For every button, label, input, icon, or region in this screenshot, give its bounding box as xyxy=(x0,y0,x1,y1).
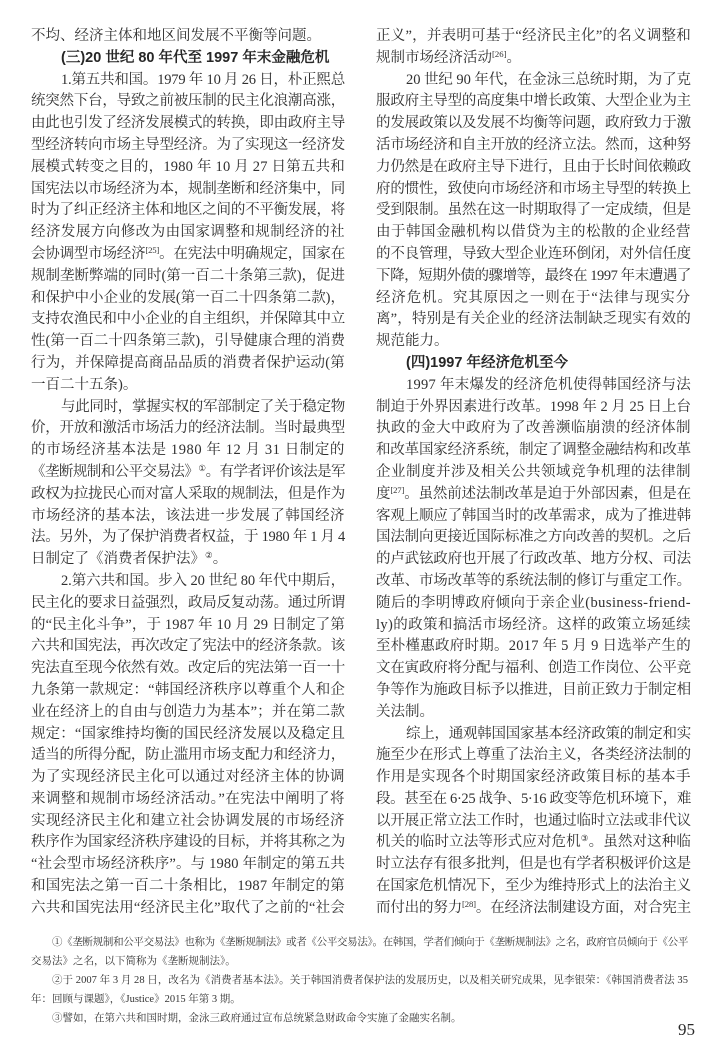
text-line xyxy=(376,832,691,854)
text-line xyxy=(31,26,345,48)
line-content xyxy=(376,811,691,833)
line-text: 一百二十五条)。 xyxy=(31,376,138,393)
text-line xyxy=(376,200,691,222)
line-text: 和保护中小企业的发展(第一百二十四条第二款)， xyxy=(31,289,345,306)
line-content xyxy=(376,549,691,571)
line-content xyxy=(31,702,345,724)
line-text: 度 xyxy=(376,485,391,502)
line-content xyxy=(376,309,691,331)
line-content xyxy=(376,200,691,222)
text-line xyxy=(31,353,345,375)
line-text: 为了实现经济民主化可以通过对经济主体的协调 xyxy=(31,769,345,786)
line-text: 而付出的努力 xyxy=(376,899,463,916)
line-content xyxy=(31,26,321,48)
text-line xyxy=(31,1009,688,1028)
text-line xyxy=(31,179,345,201)
line-content xyxy=(376,898,691,921)
text-line xyxy=(31,288,345,310)
line-text: 。虽然前述法制改革是迫于外部因素，但是在 xyxy=(404,485,691,502)
text-line xyxy=(376,615,691,637)
line-text: 机关的临时立法等形式应对危机 xyxy=(376,834,581,851)
line-content xyxy=(31,636,345,658)
text-line xyxy=(376,113,691,135)
line-text: 离”，特别是有关企业的经济法制缺乏现实有效的 xyxy=(376,311,691,328)
text-line xyxy=(376,767,691,789)
text-line xyxy=(376,527,691,549)
line-content xyxy=(31,462,345,485)
line-text: 。在经济法制建设方面，对合宪主 xyxy=(475,899,691,916)
line-content xyxy=(376,593,691,615)
line-content xyxy=(376,571,691,593)
line-content xyxy=(376,157,691,179)
line-content xyxy=(376,832,691,855)
line-content xyxy=(376,702,434,724)
line-content xyxy=(31,615,345,637)
right-column xyxy=(376,26,691,920)
line-content xyxy=(376,418,691,440)
line-content xyxy=(31,266,345,288)
text-line xyxy=(376,48,691,70)
line-content xyxy=(406,375,691,397)
line-text: 至朴槿惠政府时期。2017 年 5 月 9 日选举产生的 xyxy=(376,638,691,655)
line-text: 执政的金大中政府为了改善濒临崩溃的经济体制 xyxy=(376,420,691,437)
line-text: 不均、经济主体和地区间发展不平衡等问题。 xyxy=(31,28,321,44)
line-text: 由此也引发了经济发展模式的转换，即由政府主导 xyxy=(31,115,345,132)
text-line xyxy=(31,418,345,440)
line-text: 下降，短期外债的骤增等，最终在 1997 年末遭遇了 xyxy=(376,267,691,284)
line-text: 与此同时，掌握实权的军部制定了关于稳定物 xyxy=(61,398,345,415)
line-content xyxy=(376,48,521,71)
line-text: 统突然下台，导致之前被压制的民主化浪潮高涨， xyxy=(31,93,345,110)
text-line xyxy=(31,832,345,854)
line-content xyxy=(376,506,691,528)
line-text: 。在宪法中明确规定，国家在 xyxy=(159,245,346,262)
line-content xyxy=(376,135,691,157)
text-line xyxy=(376,484,691,506)
line-content xyxy=(31,484,345,506)
text-line xyxy=(31,397,345,419)
line-content xyxy=(31,222,345,244)
line-content xyxy=(376,244,691,266)
line-content xyxy=(406,724,691,746)
text-line xyxy=(376,462,691,484)
line-content xyxy=(376,91,691,113)
line-content xyxy=(376,397,691,419)
line-content xyxy=(376,615,691,637)
text-line xyxy=(376,702,691,724)
line-text: 宪法直至现今依然有效。改定后的宪法第一百一十 xyxy=(31,660,345,677)
line-text: 和国宪法之第一百二十条相比，1987 年制定的第 xyxy=(31,878,345,895)
line-text: 经济危机。究其原因之一则在于“法律与现实分 xyxy=(376,289,691,306)
text-line xyxy=(376,876,691,898)
text-line xyxy=(376,854,691,876)
line-content xyxy=(31,157,345,179)
line-text: 在国家危机情况下，至少为维持形式上的法治主义 xyxy=(376,878,691,895)
line-text: 段。甚至在 6·25 战争、5·16 政变等危机环境下，难 xyxy=(376,790,691,807)
footnote-ref: ③ xyxy=(580,833,589,844)
line-text: 时为了纠正经济主体和地区之间的不平衡发展，将 xyxy=(31,202,345,219)
line-text: 府的惯性，致使向市场经济和市场主导型的转换上 xyxy=(376,180,691,197)
text-line xyxy=(31,789,345,811)
line-content xyxy=(376,288,691,310)
line-text: 国法制向更接近国际标准之方向改善的契机。之后 xyxy=(376,529,691,546)
text-line xyxy=(31,876,345,898)
line-text: 市场经济的基本法，该法进一步发展了韩国经济 xyxy=(31,507,345,524)
page-number: 95 xyxy=(678,1020,695,1039)
text-line xyxy=(376,549,691,571)
paragraph xyxy=(376,70,691,353)
line-content xyxy=(31,680,345,702)
line-text: 行为，并保障提高商品品质的消费者保护运动(第 xyxy=(31,354,345,371)
line-text: 随后的李明博政府倾向于亲企业(business-friend- xyxy=(376,594,691,611)
line-content xyxy=(376,767,691,789)
text-line xyxy=(31,309,345,331)
line-text: 民主化的要求日益强烈，政局反复动荡。通过所谓 xyxy=(31,594,345,611)
line-content xyxy=(31,244,345,267)
line-text: 支持农渔民和中小企业的自主组织，并保障其中立 xyxy=(31,311,345,328)
text-line xyxy=(31,811,345,833)
line-content xyxy=(31,658,345,680)
line-text: 时立法存有很多批判，但是也有学者积极评价这是 xyxy=(376,856,691,873)
line-content xyxy=(31,832,345,854)
line-text: 的市场经济基本法是 1980 年 12 月 31 日制定的 xyxy=(31,442,345,459)
line-content xyxy=(376,636,691,658)
text-line xyxy=(376,135,691,157)
line-content xyxy=(31,898,345,920)
line-content xyxy=(376,462,691,484)
footnote xyxy=(31,933,688,971)
citation-ref: [26] xyxy=(492,48,507,59)
text-line xyxy=(31,745,345,767)
text-line xyxy=(31,440,345,462)
line-content xyxy=(376,658,691,680)
text-line xyxy=(376,375,691,397)
citation-ref: [27] xyxy=(390,484,405,495)
line-text: 施至少在形式上尊重了法治主义，各类经济法制的 xyxy=(376,747,691,764)
line-text: 1.第五共和国。1979 年 10 月 26 日，朴正熙总 xyxy=(61,71,345,88)
line-text: 型经济转向市场主导型经济。为了实现这一经济发 xyxy=(31,136,345,153)
text-line xyxy=(31,222,345,244)
line-text: 的“民主化斗争”，于 1987 年 10 月 29 日制定了第 xyxy=(31,616,345,633)
line-text: 受到限制。虽然在这一时期取得了一定成绩，但是 xyxy=(376,202,691,219)
line-text: 规制垄断弊端的同时(第一百二十条第三款)，促进 xyxy=(31,267,345,284)
line-text: 规制市场经济活动 xyxy=(376,49,492,66)
text-line xyxy=(31,549,345,571)
text-line xyxy=(376,222,691,244)
line-content xyxy=(61,70,345,92)
footnote xyxy=(31,971,688,1009)
text-line xyxy=(31,767,345,789)
paragraph xyxy=(376,724,691,920)
text-line xyxy=(31,375,345,397)
text-line xyxy=(31,658,345,680)
line-text: 客观上顺应了韩国当时的改革需求，成为了推进韩 xyxy=(376,507,691,524)
line-text: 。 xyxy=(506,49,521,66)
line-content xyxy=(31,91,345,113)
text-line xyxy=(31,331,345,353)
line-content xyxy=(61,571,345,593)
text-line xyxy=(31,952,688,971)
text-line xyxy=(376,244,691,266)
citation-ref: [28] xyxy=(462,898,476,909)
section-heading: (三)20 世纪 80 年代至 1997 年末金融危机 xyxy=(61,49,330,66)
line-content xyxy=(376,266,691,288)
text-line xyxy=(376,397,691,419)
line-text: 实现经济民主化和建立社会协调发展的市场经济 xyxy=(31,812,345,829)
footnote-ref: ② xyxy=(205,549,213,560)
line-text: 规范能力。 xyxy=(376,333,449,350)
line-content xyxy=(31,854,345,876)
line-text: 。 xyxy=(212,551,228,568)
line-content xyxy=(31,331,345,353)
line-text: 法。另外，为了保护消费者权益，于 1980 年 1 月 4 xyxy=(31,529,345,546)
line-content xyxy=(31,418,345,440)
line-content xyxy=(376,680,691,702)
line-text: ①《垄断规制和公平交易法》也称为《垄断规制法》或者《公平交易法》。在韩国，学者们倾向于《垄断规制法》之名，政府官员倾向于《公平 xyxy=(52,937,688,948)
line-content xyxy=(52,1009,462,1028)
line-text: 改革、市场改革等的系统法制的修订与重定工作。 xyxy=(376,572,691,589)
paragraph xyxy=(31,571,345,920)
text-line xyxy=(376,179,691,201)
text-line xyxy=(31,636,345,658)
line-text: 文在寅政府将分配与福利、创造工作岗位、公平竞 xyxy=(376,660,691,677)
line-content xyxy=(31,789,345,811)
line-text: 价，开放和激活市场活力的经济法制。当时最典型 xyxy=(31,420,345,437)
left-column xyxy=(31,26,345,920)
line-content xyxy=(31,200,345,222)
line-text: 关法制。 xyxy=(376,703,434,720)
footnotes-section xyxy=(31,933,688,1028)
text-line xyxy=(31,484,345,506)
line-text: 会协调型市场经济 xyxy=(31,245,146,262)
text-line xyxy=(31,70,345,92)
line-content xyxy=(376,331,449,353)
line-content xyxy=(31,113,345,135)
line-text: 政权为拉拢民心而对富人采取的规制法，但是作为 xyxy=(31,485,345,502)
line-text: 交易法》之名，以下简称为《垄断规制法》。 xyxy=(31,956,236,967)
text-line xyxy=(31,615,345,637)
text-line xyxy=(376,593,691,615)
line-text: “社会型市场经济秩序”。与 1980 年制定的第五共 xyxy=(31,856,345,873)
text-line xyxy=(376,91,691,113)
text-line xyxy=(31,200,345,222)
line-content xyxy=(52,933,688,952)
line-text: 适当的所得分配，防止滥用市场支配力和经济力， xyxy=(31,747,345,764)
line-content xyxy=(31,440,345,462)
line-text: 年：回顾与课题》，《Justice》2015 年第 3 期。 xyxy=(31,994,241,1005)
text-line xyxy=(376,266,691,288)
line-text: ly)的政策和搞活市场经济。这样的政策立场延续 xyxy=(376,616,691,633)
line-text: 来调整和规制市场经济活动。”在宪法中阐明了将 xyxy=(31,790,345,807)
line-text: 20 世纪 90 年代，在金泳三总统时期，为了克 xyxy=(406,71,691,88)
line-text: 业在经济上的自由与创造力为基本”；并在第二款 xyxy=(31,703,345,720)
line-text: 六共和国宪法，再次改定了宪法中的经济条款。该 xyxy=(31,638,345,655)
paragraph xyxy=(31,26,345,48)
text-line xyxy=(376,745,691,767)
line-text: 综上，通观韩国国家基本经济政策的制定和实 xyxy=(406,725,691,742)
line-content xyxy=(31,288,345,310)
line-content xyxy=(376,113,691,135)
line-content xyxy=(376,854,691,876)
line-text: 秩序作为国家经济秩序建设的目标，并将其称之为 xyxy=(31,834,345,851)
line-content xyxy=(376,222,691,244)
citation-ref: [25] xyxy=(145,244,160,255)
text-line xyxy=(31,593,345,615)
line-content xyxy=(31,876,345,898)
line-text: 日制定了《消费者保护法》 xyxy=(31,551,205,568)
text-line xyxy=(31,135,345,157)
line-content xyxy=(376,745,691,767)
text-line xyxy=(31,506,345,528)
line-text: 2.第六共和国。步入 20 世纪 80 年代中期后， xyxy=(61,572,345,589)
line-content xyxy=(376,876,691,898)
text-line xyxy=(31,898,345,920)
line-content xyxy=(31,593,345,615)
line-content xyxy=(31,309,345,331)
line-content xyxy=(31,135,345,157)
line-text: 。有学者评价该法是军 xyxy=(205,463,345,480)
line-text: 九条第一款规定：“韩国经济秩序以尊重个人和企 xyxy=(31,681,345,698)
line-text: 由于韩国金融机构以借贷为主的松散的企业经营 xyxy=(376,224,691,241)
line-content xyxy=(31,179,345,201)
line-content xyxy=(376,484,691,507)
text-line xyxy=(376,157,691,179)
text-line xyxy=(31,933,688,952)
line-content xyxy=(31,527,345,549)
line-text: 制迫于外界因素进行改革。1998 年 2 月 25 日上台 xyxy=(376,398,691,415)
text-line xyxy=(376,811,691,833)
line-content xyxy=(31,375,137,397)
text-line xyxy=(31,724,345,746)
text-line xyxy=(376,288,691,310)
text-line xyxy=(376,571,691,593)
line-content xyxy=(406,70,691,92)
text-line xyxy=(376,658,691,680)
line-content xyxy=(376,179,691,201)
section-heading: (四)1997 年经济危机至今 xyxy=(406,354,568,371)
line-content xyxy=(31,506,345,528)
text-line xyxy=(376,789,691,811)
line-text: 展模式转变之目的，1980 年 10 月 27 日第五共和 xyxy=(31,158,345,175)
line-text: 服政府主导型的高度集中增长政策、大型企业为主 xyxy=(376,93,691,110)
line-text: 规定：“国家维持均衡的国民经济发展以及稳定且 xyxy=(31,725,345,742)
text-line xyxy=(376,680,691,702)
paragraph xyxy=(376,375,691,724)
text-line xyxy=(31,157,345,179)
text-line xyxy=(31,113,345,135)
text-line xyxy=(31,680,345,702)
text-line xyxy=(376,636,691,658)
text-line xyxy=(31,702,345,724)
line-text: 国宪法以市场经济为本，规制垄断和经济集中，同 xyxy=(31,180,345,197)
line-content xyxy=(31,353,345,375)
text-line xyxy=(31,266,345,288)
text-line xyxy=(31,527,345,549)
line-content xyxy=(61,397,345,419)
footnote xyxy=(31,1009,688,1028)
text-line xyxy=(376,309,691,331)
line-text: 六共和国宪法用“经济民主化”取代了之前的“社会 xyxy=(31,899,345,916)
text-line xyxy=(376,440,691,462)
text-line xyxy=(376,70,691,92)
text-line xyxy=(376,26,691,48)
line-content xyxy=(31,811,345,833)
line-content xyxy=(376,527,691,549)
line-text: 的发展政策以及发展不均衡等问题，政府致力于激 xyxy=(376,115,691,132)
line-content xyxy=(376,789,691,811)
text-line xyxy=(31,990,688,1009)
text-line xyxy=(376,331,691,353)
line-text: 活市场经济和自主开放的经济立法。然而，这种努 xyxy=(376,136,691,153)
line-text: 的不良管理，导致大型企业连环倒闭，对外信任度 xyxy=(376,245,691,262)
line-content xyxy=(31,990,241,1009)
line-text: 性(第一百二十四条第三款)，引导健康合理的消费 xyxy=(31,333,345,350)
text-line xyxy=(31,462,345,484)
line-text: 作用是实现各个时期国家经济政策目标的基本手 xyxy=(376,769,691,786)
footnote-ref: ① xyxy=(198,462,206,473)
line-text: ②于 2007 年 3 月 28 日，改名为《消费者基本法》。关于韩国消费者保护法的发展历史，以及相关研究成果，见李银荣：《韩国消费者法 35 xyxy=(52,975,688,986)
line-content xyxy=(31,745,345,767)
line-content xyxy=(31,724,345,746)
line-text: 的卢武铉政府也开展了行政改革、地方分权、司法 xyxy=(376,551,691,568)
paragraph xyxy=(376,26,691,70)
line-text: 以开展正常立法工作时，也通过临时立法或非代议 xyxy=(376,812,691,829)
paragraph xyxy=(31,70,345,397)
line-content xyxy=(376,26,691,48)
line-content xyxy=(31,767,345,789)
text-line xyxy=(31,854,345,876)
line-content xyxy=(31,952,236,971)
line-text: 正义”，并表明可基于“经济民主化”的名义调整和 xyxy=(376,28,691,44)
line-text: 企业制度并涉及相关公共领域竞争机理的法律制 xyxy=(376,463,691,480)
line-content xyxy=(52,971,688,990)
text-line xyxy=(31,91,345,113)
line-text: 和改革国家经济系统，制定了调整金融结构和改革 xyxy=(376,442,691,459)
line-text: 《垄断规制和公平交易法》 xyxy=(31,463,199,480)
line-text: 争等作为施政目标予以推进，目前正致力于制定相 xyxy=(376,681,691,698)
text-line xyxy=(31,971,688,990)
text-line xyxy=(376,898,691,920)
line-text: 经济发展方向修改为由国家调整和规制经济的社 xyxy=(31,224,345,241)
line-content xyxy=(376,440,691,462)
text-line xyxy=(31,244,345,266)
line-text: ③譬如，在第六共和国时期，金泳三政府通过宣布总统紧急财政命令实施了金融实名制。 xyxy=(52,1013,462,1024)
text-line xyxy=(376,724,691,746)
text-line xyxy=(376,506,691,528)
line-text: 力仍然是在政府主导下进行，且由于长时间依赖政 xyxy=(376,158,691,175)
line-text: 1997 年末爆发的经济危机使得韩国经济与法 xyxy=(406,376,691,393)
text-line xyxy=(31,571,345,593)
line-content xyxy=(31,549,227,572)
text-line xyxy=(376,418,691,440)
paragraph xyxy=(31,397,345,571)
line-text: 。虽然对这种临 xyxy=(588,834,692,851)
